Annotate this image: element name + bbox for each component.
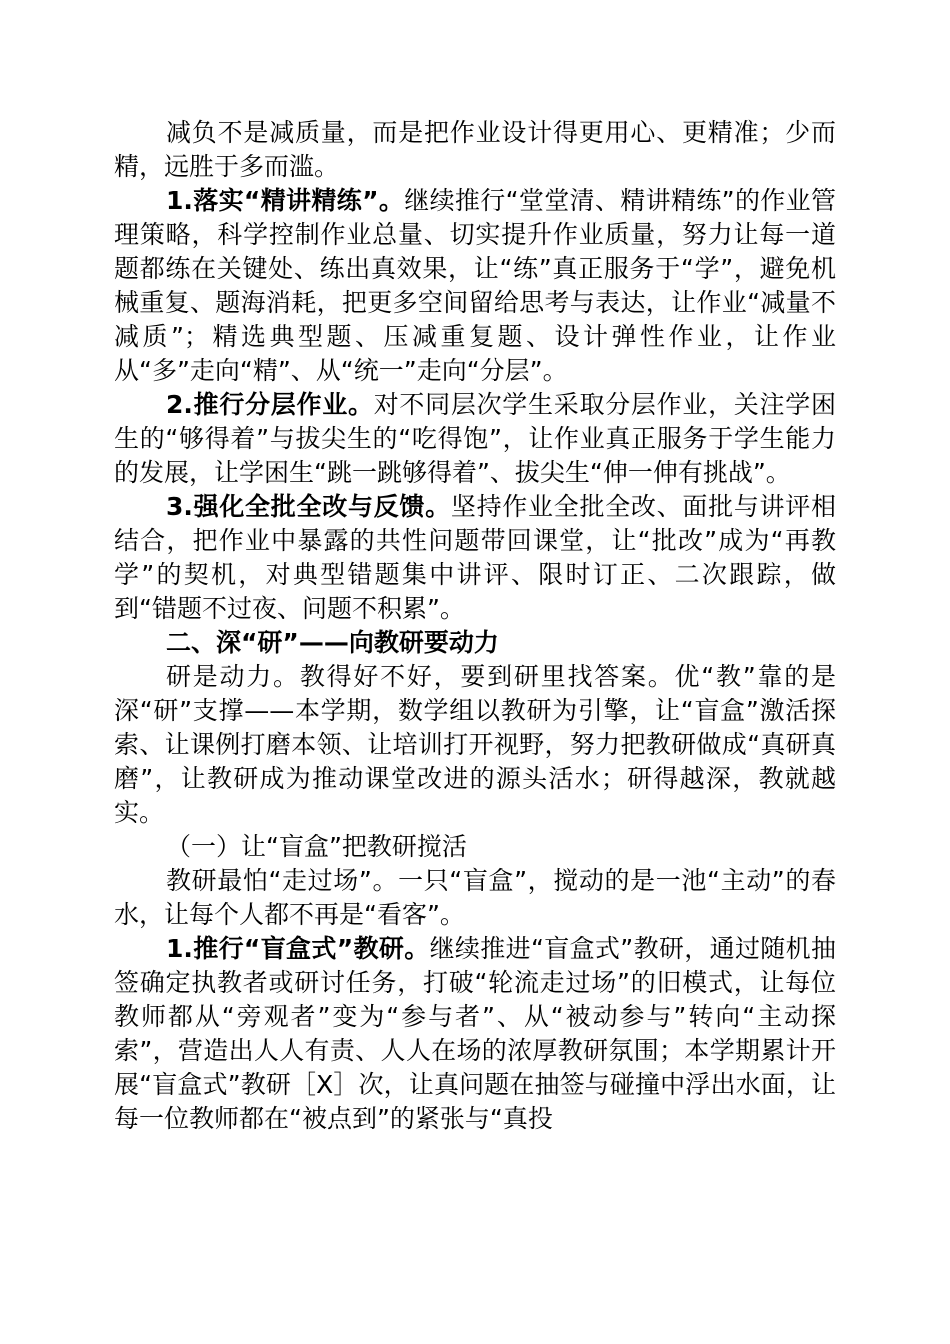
list-item-grading-feedback <box>114 490 836 626</box>
list-item-lead: 1.推行“盲盒式”教研。 <box>166 934 430 963</box>
subsection-heading-blind-box: （一）让“盲盒”把教研搅活 <box>166 832 467 861</box>
list-item-body: 继续推进“盲盒式”教研，通过随机抽签确定执教者或研讨任务，打破“轮流走过场”的旧模式，让每位教师都从“旁观者”变为“参与者”、从“被动参与”转向“主动探索”，营造出人人有责、人人在场的浓厚教研氛围；本学期累计开展“盲盒式”教研［X］次，让真问题在抽签与碰撞中浮出水面，让每一位教师都在“被点到”的紧张与“真投 <box>114 934 836 1133</box>
list-item-precise-practice <box>114 184 836 388</box>
list-item-body: 坚持作业全批全改、面批与讲评相结合，把作业中暴露的共性问题带回课堂，让“批改”成为“再教学”的契机，对典型错题集中讲评、限时订正、二次跟踪，做到“错题不过夜、问题不积累”。 <box>114 492 836 623</box>
list-item-tiered-homework <box>114 388 836 490</box>
document-page <box>114 116 836 1136</box>
list-item-lead: 3.强化全批全改与反馈。 <box>166 492 451 521</box>
list-item-lead: 2.推行分层作业。 <box>166 390 374 419</box>
list-item-lead: 1.落实“精讲精练”。 <box>166 186 405 215</box>
list-item-body: 对不同层次学生采取分层作业，关注学困生的“够得着”与拔尖生的“吃得饱”，让作业真正服务于学生能力的发展，让学困生“跳一跳够得着”、拔尖生“伸一伸有挑战”。 <box>114 390 836 487</box>
list-item-body: 继续推行“堂堂清、精讲精练”的作业管理策略，科学控制作业总量、切实提升作业质量，努力让每一道题都练在关键处、练出真效果，让“练”真正服务于“学”，避免机械重复、题海消耗，把更多空间留给思考与表达，让作业“减量不减质”；精选典型题、压减重复题、设计弹性作业，让作业从“多”走向“精”、从“统一”走向“分层”。 <box>114 186 836 385</box>
paragraph-research: 研是动力。教得好不好，要到研里找答案。优“教”靠的是深“研”支撑——本学期，数学组以教研为引擎，让“盲盒”激活探索、让课例打磨本领、让培训打开视野，努力把教研做成“真研真磨”，让教研成为推动课堂改进的源头活水；研得越深，教就越实。 <box>114 662 836 827</box>
section-heading-research: 二、深“研”——向教研要动力 <box>166 628 499 657</box>
paragraph-blind-box: 教研最怕“走过场”。一只“盲盒”，搅动的是一池“主动”的春水，让每个人都不再是“看客”。 <box>114 866 836 929</box>
list-item-blind-box-research <box>114 932 836 1136</box>
paragraph-burden-reduction: 减负不是减质量，而是把作业设计得更用心、更精准；少而精，远胜于多而滥。 <box>114 118 836 181</box>
